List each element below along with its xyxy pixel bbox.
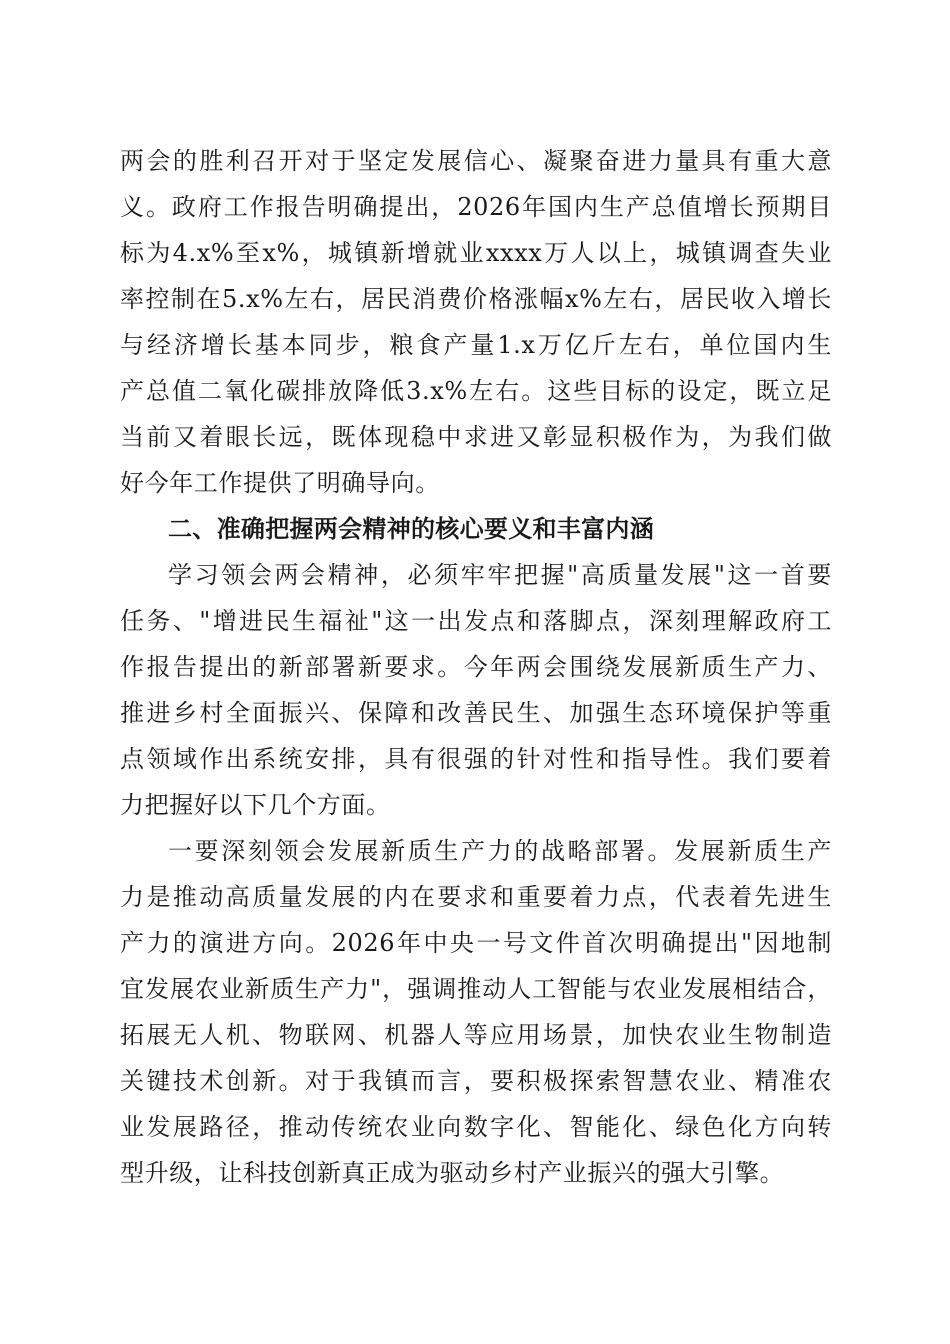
paragraph-line: 关键技术创新。对于我镇而言，要积极探索智慧农业、精准农: [120, 1067, 832, 1095]
paragraph-line: 任务、"增进民生福祉"这一出发点和落脚点，深刻理解政府工: [120, 607, 832, 635]
paragraph-line: 作报告提出的新部署新要求。今年两会围绕发展新质生产力、: [120, 653, 832, 681]
paragraph-line: 型升级，让科技创新真正成为驱动乡村产业振兴的强大引擎。: [120, 1159, 785, 1187]
paragraph-line: 两会的胜利召开对于坚定发展信心、凝聚奋进力量具有重大意: [120, 147, 832, 175]
document-body: [120, 138, 832, 1196]
paragraph-line: 推进乡村全面振兴、保障和改善民生、加强生态环境保护等重: [120, 699, 832, 727]
paragraph-line: 当前又着眼长远，既体现稳中求进又彰显积极作为，为我们做: [120, 423, 832, 451]
paragraph-line: 与经济增长基本同步，粮食产量1.x万亿斤左右，单位国内生: [120, 331, 832, 359]
paragraph-line: 力把握好以下几个方面。: [120, 791, 391, 819]
paragraph-line: 义。政府工作报告明确提出，2026年国内生产总值增长预期目: [120, 193, 832, 221]
paragraph-line: 拓展无人机、物联网、机器人等应用场景，加快农业生物制造: [120, 1021, 832, 1049]
paragraph-line: 点领域作出系统安排，具有很强的针对性和指导性。我们要着: [120, 745, 832, 773]
paragraph-line: 产总值二氧化碳排放降低3.x%左右。这些目标的设定，既立足: [120, 377, 832, 405]
paragraph-line: 学习领会两会精神，必须牢牢把握"高质量发展"这一首要: [168, 561, 832, 589]
section-heading: 二、准确把握两会精神的核心要义和丰富内涵: [168, 515, 654, 543]
paragraph-line: 力是推动高质量发展的内在要求和重要着力点，代表着先进生: [120, 883, 832, 911]
paragraph-line: 一要深刻领会发展新质生产力的战略部署。发展新质生产: [168, 837, 832, 865]
paragraph-line: 标为4.x%至x%，城镇新增就业xxxx万人以上，城镇调查失业: [120, 239, 832, 267]
paragraph-line: 宜发展农业新质生产力"，强调推动人工智能与农业发展相结合，: [120, 975, 832, 1003]
paragraph-line: 好今年工作提供了明确导向。: [120, 469, 440, 497]
paragraph-line: 率控制在5.x%左右，居民消费价格涨幅x%左右，居民收入增长: [120, 285, 832, 313]
paragraph-line: 产力的演进方向。2026年中央一号文件首次明确提出"因地制: [120, 929, 832, 957]
paragraph-line: 业发展路径，推动传统农业向数字化、智能化、绿色化方向转: [120, 1113, 832, 1141]
